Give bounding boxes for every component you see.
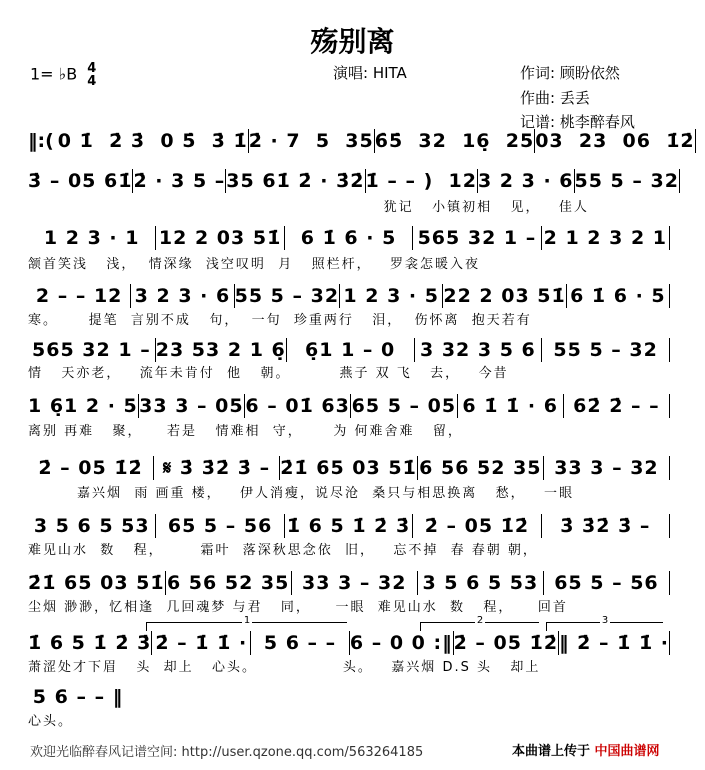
lyrics-line: 犹记 小镇初相 见， 佳人	[28, 200, 589, 215]
measure: 2̇1̇ 65 03 51̇	[280, 457, 417, 479]
staff-line	[28, 684, 128, 710]
upload-label: 本曲谱上传于	[512, 744, 591, 759]
measure: 2̇ – 05 1̇2̇	[28, 456, 154, 480]
lyrics-line: 嘉兴烟 雨 画重 楼， 伊人消瘦，说尽沧 桑只与相思换离 愁， 一眼	[28, 486, 575, 501]
measure: 6 56 52 35	[418, 456, 544, 480]
footer-link[interactable]: 欢迎光临醉春风记谱空间: http://user.qzone.qq.com/563264185	[30, 745, 424, 760]
measure: 2̇1̇ 65 03 51̇	[28, 572, 165, 594]
measure: 55 5 – 32	[234, 285, 340, 307]
lyrics-line: 寒。 提笔 言别不成 句， 一句 珍重两行 泪， 伤怀离 抱天若有	[28, 313, 532, 328]
staff-line	[28, 393, 670, 419]
measure: 33 3 – 05	[139, 395, 244, 417]
measure: 3 5 6 5 53	[28, 514, 156, 538]
measure: 3 2 3 · 6	[477, 170, 574, 192]
volta-3	[546, 615, 663, 631]
measure: 12 2 03 51̇	[156, 226, 284, 250]
measure: 6 – 01̇ 63	[245, 395, 350, 417]
measure: 22 2 03 51̇	[443, 285, 566, 307]
lyrics-line: 颔首笑浅 浅， 情深缘 浅空叹明 月 照栏杆， 罗衾怎暖入夜	[28, 257, 480, 272]
measure: 03 23 06 1̇2̇	[535, 130, 695, 152]
measure: 1 2 3 · 1	[28, 226, 156, 250]
measure: 1 2 3 · 5	[340, 284, 443, 308]
transcriber-credit: 记谱: 桃李醉春风	[520, 113, 635, 131]
measure: 5 6 – – ‖	[32, 686, 124, 708]
time-signature	[87, 62, 96, 88]
staff-line	[28, 337, 670, 363]
key-label: 1= ♭B	[30, 64, 78, 84]
measure: 3 2 3 · 6	[131, 284, 234, 308]
measure: 0 1̇ 2̇ 3̇ 0 5̇ 3̇ 1̇	[57, 130, 248, 152]
measure: 55 5 – 32	[542, 338, 670, 362]
repeat-start: ‖:(	[28, 130, 54, 152]
brand-logo[interactable]: 中国曲谱网	[594, 744, 660, 759]
measure: 6̇5̇ 32 16̣ 25	[374, 130, 535, 152]
measure: 3̇ 3̇2̇ 3̇ –	[542, 514, 670, 538]
measure: 565 32 1 –	[413, 226, 541, 250]
staff-line	[28, 225, 670, 251]
measure: 2 1 2 3 2 1	[542, 226, 670, 250]
measure: 33 3 – 32	[544, 456, 670, 480]
upload-credit	[512, 740, 660, 759]
volta-2	[420, 615, 539, 631]
measure: 𝄋 3̇ 3̇2̇ 3̇ –	[154, 456, 280, 480]
measure: 65 5 – 05	[351, 395, 457, 417]
measure: 565 32 1 –	[28, 338, 156, 362]
volta-label: 3	[601, 615, 609, 626]
staff-line	[28, 128, 695, 154]
measure: 1̇ 6 5 1̇ 2̇ 3̇	[285, 514, 413, 538]
composer-credit: 作曲: 丢丢	[520, 89, 590, 107]
lyrics-line: 心头。	[28, 714, 74, 729]
measure: 2 – – 12	[28, 284, 131, 308]
staff-line	[28, 283, 670, 309]
lyrics-line: 萧涩处才下眉 头 却上 心头。 头。 嘉兴烟 D.S 头 却上	[28, 660, 541, 675]
lyrics-line: 离别 再难 聚， 若是 情难相 守， 为 何难舍难 留，	[28, 424, 463, 439]
volta-label: 2	[476, 615, 484, 626]
measure: 2̇ · 3 5 –	[133, 170, 226, 192]
measure: 1̇ – – ) 12	[365, 170, 477, 192]
measure: 33 3 – 32	[292, 571, 418, 595]
volta-1	[146, 615, 347, 631]
meter-bottom: 4	[87, 74, 97, 89]
staff-line	[28, 630, 670, 656]
measure: 65 5 – 56	[156, 514, 284, 538]
measure: 6 56 52 35	[166, 571, 292, 595]
singer-credit: 演唱: HITA	[333, 64, 407, 82]
lyrics-line: 情 天亦老， 流年未肯付 他 朝。 燕子 双 飞 去， 今昔	[28, 366, 509, 381]
measure: 5 6 – –	[251, 631, 350, 655]
measure: 2̇ · 7 5 35	[248, 130, 374, 152]
key-signature	[30, 62, 96, 88]
volta-label: 1	[243, 615, 251, 626]
measure: 23 53 2 1 6̣	[155, 339, 286, 361]
measure: 62̇ 2̇ – –	[564, 394, 670, 418]
measure: 1̇ 6 5 1̇ 2̇ 3̇	[28, 632, 152, 654]
measure: 6̣1 1 – 0	[287, 338, 415, 362]
meter-top: 4	[87, 61, 97, 76]
staff-line	[28, 570, 670, 596]
measure: 1 6̣1 2 · 5	[28, 395, 138, 417]
measure: 2̇ – 05 1̇2̇	[413, 514, 541, 538]
lyrics-line: 难见山水 数 程， 霜叶 落深秋思念依 旧， 忘不掉 春 春朝 朝，	[28, 543, 538, 558]
measure: 65 5 – 56	[544, 571, 670, 595]
measure: 2̇ – 1̇ 1̇ ·	[152, 631, 251, 655]
lyricist-credit: 作词: 顾盼依然	[520, 64, 620, 82]
measure: 55 5 – 32	[574, 170, 679, 192]
measure: 6 1̇ 6 · 5	[285, 226, 413, 250]
measure: ‖ 2̇ – 1̇ 1̇ ·	[559, 632, 669, 654]
measure: 2̇ – 05 1̇2̇	[453, 632, 559, 654]
staff-line	[28, 455, 670, 481]
measure: 3̇ – 05 61̇	[28, 170, 133, 192]
measure: 6 – 0 0 :‖	[349, 632, 453, 654]
staff-line	[28, 168, 679, 194]
staff-line	[28, 513, 670, 539]
measure: 3 5 6 5 53	[418, 571, 544, 595]
lyrics-line: 尘烟 渺渺，忆相逢 几回魂梦 与君 同， 一眼 难见山水 数 程， 回首	[28, 600, 568, 615]
measure: 35 61̇ 2̇ · 3̇2̇	[226, 170, 365, 192]
song-title: 殇别离	[310, 25, 395, 58]
measure: 6 1̇ 6 · 5	[567, 284, 670, 308]
measure: 3 32 3 5 6	[415, 338, 543, 362]
measure: 6 1̇ 1̇ · 6	[458, 394, 564, 418]
